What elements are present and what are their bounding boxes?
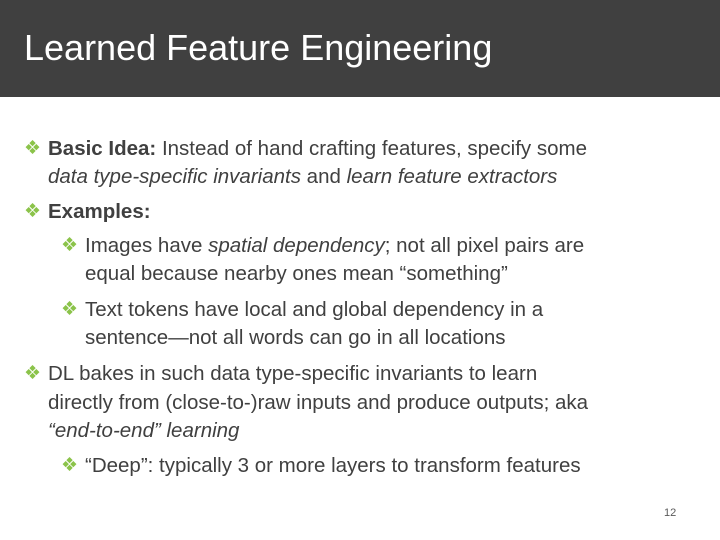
- sub-bullet-text-line2: sentence—not all words can go in all locations: [85, 326, 506, 349]
- sub-bullet-images-line2: equal because nearby ones mean “something”: [85, 262, 508, 285]
- examples-label: Examples:: [48, 200, 151, 223]
- bullet-basic-idea-line1: [48, 136, 587, 162]
- invariants-emphasis: data type-specific invariants: [48, 165, 301, 188]
- diamond-bullet-icon: ❖: [61, 455, 79, 476]
- diamond-bullet-icon: ❖: [24, 138, 42, 159]
- sub-bullet-text-line1: Text tokens have local and global dependency in a: [85, 298, 544, 321]
- bullet-dl-line1: DL bakes in such data type-specific invariants to learn: [48, 362, 538, 385]
- sub-bullet-deep: “Deep”: typically 3 or more layers to transform features: [85, 454, 581, 477]
- end-to-end-emphasis: “end-to-end” learning: [48, 419, 240, 442]
- conjunction-text: and: [300, 165, 347, 188]
- diamond-bullet-icon: ❖: [24, 201, 42, 222]
- bullet-examples: [48, 199, 151, 225]
- sub-bullet-images-line1: [85, 233, 584, 259]
- extractors-emphasis: learn feature extractors: [346, 165, 558, 188]
- diamond-bullet-icon: ❖: [61, 299, 79, 320]
- slide-title: Learned Feature Engineering: [24, 27, 493, 68]
- diamond-bullet-icon: ❖: [24, 363, 42, 384]
- spatial-dependency-emphasis: spatial dependency: [208, 234, 385, 257]
- bullet-dl-line3: [48, 418, 239, 444]
- images-text-pre: Images have: [85, 234, 209, 257]
- bullet-dl-line2: directly from (close-to-)raw inputs and produce outputs; aka: [48, 391, 589, 414]
- bullet-basic-idea-line2: [48, 164, 557, 190]
- basic-idea-label: Basic Idea:: [48, 137, 157, 160]
- diamond-bullet-icon: ❖: [61, 235, 79, 256]
- images-text-post: ; not all pixel pairs are: [384, 234, 585, 257]
- page-number: 12: [664, 507, 677, 519]
- basic-idea-text: Instead of hand crafting features, specify some: [156, 137, 587, 160]
